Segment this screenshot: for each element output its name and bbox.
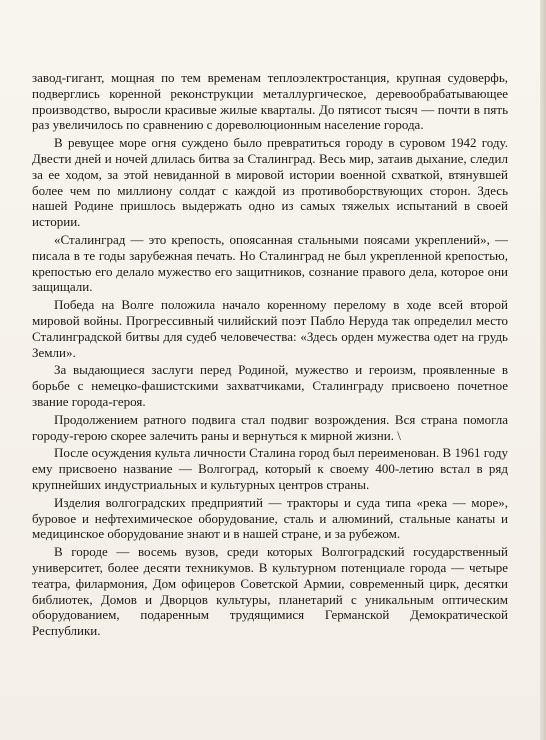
paragraph-8: Изделия волгоградских предприятий — тракторы и суда типа «река — море», буровое и нефтехимическое оборудование, сталь и алюминий, стальные канаты и медицинское оборудование знают и в нашей стране, и за рубежом. [32, 494, 508, 542]
paragraph-6: Продолжением ратного подвига стал подвиг возрождения. Вся страна помогла городу-герою скорее залечить раны и вернуться к мирной жизни. \ [32, 411, 508, 443]
page-edge [540, 0, 546, 740]
paragraph-2: В ревущее море огня суждено было превратиться городу в суровом 1942 году. Двести дней и ночей длилась битва за Сталинград. Весь мир, затаив дыхание, следил за ее ходом, за этой невиданной в мировой истории военной схваткой, втянувшей более чем по миллиону солдат с каждой из противоборствующих сторон. Здесь нашей Родине пришлось выдержать одно из самых тяжелых испытаний в своей истории. [32, 135, 508, 230]
paragraph-7: После осуждения культа личности Сталина город был переименован. В 1961 году ему присвоено название — Волгоград, который к своему 400-летию встал в ряд крупнейших индустриальных и культурных центров страны. [32, 445, 508, 492]
body-text [32, 70, 508, 641]
paragraph-3: «Сталинград — это крепость, опоясанная стальными поясами укреплений», — писала в те годы зарубежная печать. Но Сталинград не был укрепленной крепостью, крепостью его делало мужество его защитников, сознание правого дела, которое они защищали. [32, 231, 508, 295]
paragraph-9: В городе — восемь вузов, среди которых Волгоградский государственный университет, более десяти техникумов. В культурном потенциале города — четыре театра, филармония, Дом офицеров Советской Армии, современный цирк, десятки библиотек, Домов и Дворцов культуры, планетарий с уникальным оптическим оборудованием, подаренным трудящимися Германской Демократической Республики. [32, 544, 508, 639]
paragraph-1: завод-гигант, мощная по тем временам теплоэлектростанция, крупная судоверфь, подверглись коренной реконструкции металлургическое, деревообрабатывающее производство, выросли красивые жилые кварталы. До пятисот тысяч — почти в пять раз увеличилось по сравнению с дореволюционным население города. [32, 70, 508, 133]
paragraph-4: Победа на Волге положила начало коренному перелому в ходе всей второй мировой войны. Прогрессивный чилийский поэт Пабло Неруда так определил место Сталинградской битвы для судеб человечества: «Здесь орден мужества одет на грудь Земли». [32, 297, 508, 360]
paragraph-5: За выдающиеся заслуги перед Родиной, мужество и героизм, проявленные в борьбе с немецко-фашистскими захватчиками, Сталинграду присвоено почетное звание города-героя. [32, 362, 508, 409]
